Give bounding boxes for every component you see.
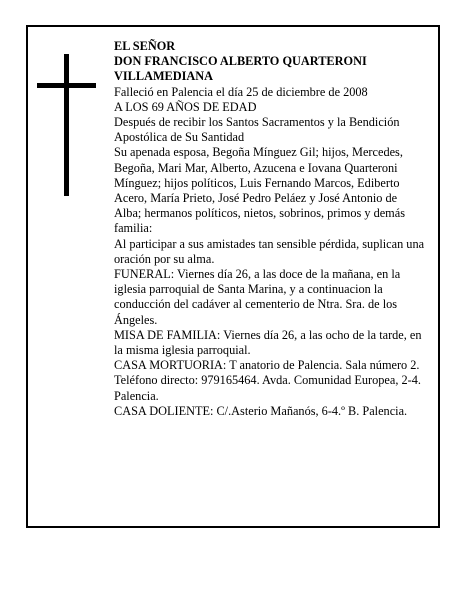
- age-line: A LOS 69 AÑOS DE EDAD: [114, 99, 257, 114]
- funeral-paragraph: FUNERAL: Viernes día 26, a las doce de la mañana, en la iglesia parroquial de Santa Marina, y a continuacion la conducción del cadáver al cementerio de Ntra. Sra. de los Ángeles.: [114, 267, 401, 327]
- home-paragraph: CASA DOLIENTE: C/.Asterio Mañanós, 6-4.º B. Palencia.: [114, 403, 408, 418]
- mortuary-paragraph: CASA MORTUORIA: T anatorio de Palencia. Sala número 2. Teléfono directo: 979165464. Avda. Comunidad Europea, 2-4. Palencia.: [114, 358, 421, 403]
- mass-paragraph: MISA DE FAMILIA: Viernes día 26, a las ocho de la tarde, en la misma iglesia parroquial.: [114, 327, 422, 358]
- cross-icon-bar: [37, 83, 96, 88]
- notice-heading: EL SEÑOR: [114, 39, 176, 53]
- cross-icon: [64, 54, 69, 196]
- deceased-name: DON FRANCISCO ALBERTO QUARTERONI VILLAMEDIANA: [114, 54, 367, 84]
- death-line: Falleció en Palencia el día 25 de diciembre de 2008: [114, 84, 368, 99]
- request-paragraph: Al participar a sus amistades tan sensible pérdida, suplican una oración por su alma.: [114, 236, 425, 266]
- family-paragraph: Su apenada esposa, Begoña Mínguez Gil; hijos, Mercedes, Begoña, Mari Mar, Alberto, Azucena e Iovana Quarteroni Mínguez; hijos políticos, Luis Fernando Marcos, Ediberto Acero, María Prieto, José Pedro Peláez y José Antonio de Alba; hermanos políticos, nietos, sobrinos, primos y demás familia:: [114, 145, 405, 236]
- sacraments-line: Después de recibir los Santos Sacramentos y la Bendición Apostólica de Su Santidad: [114, 115, 400, 145]
- notice-content: [114, 39, 426, 419]
